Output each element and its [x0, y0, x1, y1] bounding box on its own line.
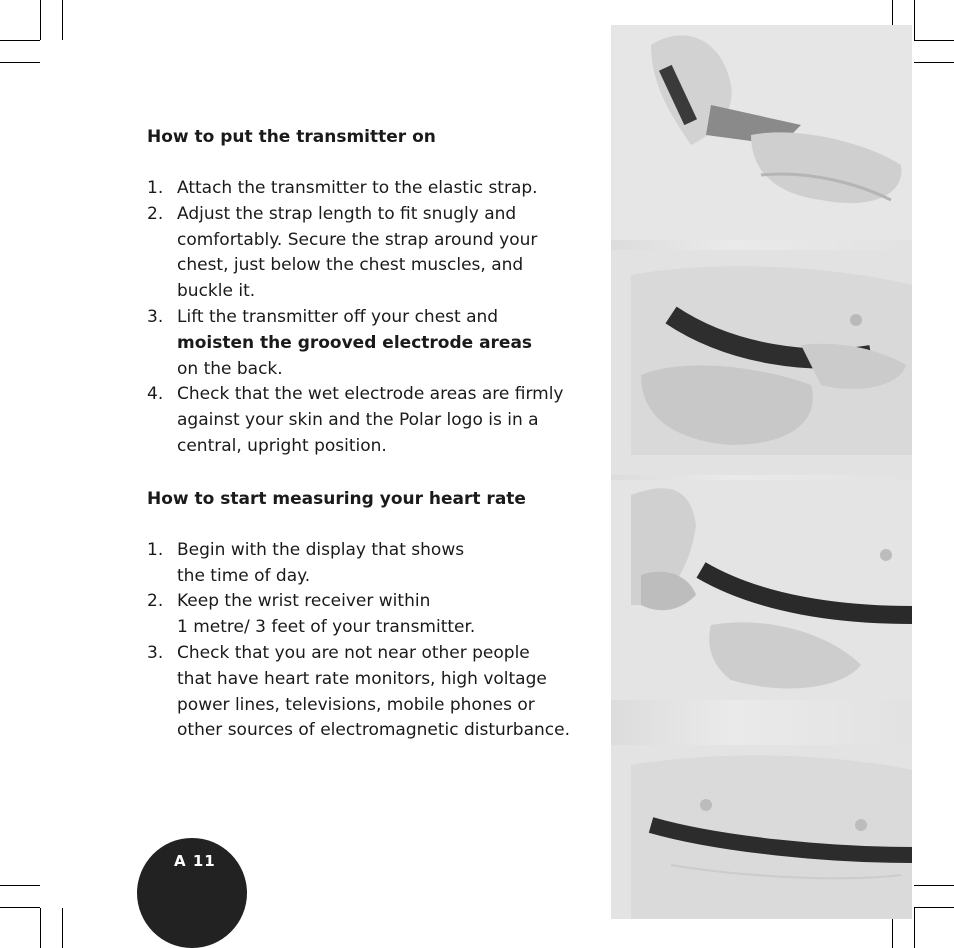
emphasis-text: moisten the grooved electrode areas: [177, 332, 533, 353]
list-item: [147, 305, 602, 382]
list-item: [147, 641, 602, 744]
page-number: A 11: [174, 852, 216, 870]
photo-attach-transmitter: [611, 25, 912, 240]
crop-mark: [914, 907, 954, 908]
crop-mark: [62, 908, 63, 948]
step-line: buckle it.: [177, 281, 256, 302]
step-line: Check that the wet electrode areas are firmly: [177, 384, 564, 405]
list-item: [147, 538, 602, 590]
photo-illustration: [611, 25, 912, 919]
step-number: 2.: [147, 203, 164, 224]
crop-mark: [914, 908, 915, 948]
step-line-emphasis: [177, 331, 602, 357]
crop-mark: [40, 908, 41, 948]
step-line: Begin with the display that shows: [177, 539, 465, 560]
step-number: 2.: [147, 591, 164, 612]
step-line: that have heart rate monitors, high voltage: [177, 668, 547, 689]
step-number: 3.: [147, 306, 164, 327]
crop-mark: [914, 0, 915, 40]
crop-mark: [40, 0, 41, 40]
section-heading-start-measuring: How to start measuring your heart rate: [147, 488, 526, 509]
section-heading-put-on: How to put the transmitter on: [147, 127, 436, 147]
photo-strap-on-chest: [611, 250, 912, 475]
step-number: 3.: [147, 642, 164, 663]
instructions-column: [147, 124, 602, 770]
crop-mark: [62, 0, 63, 40]
step-line: Adjust the strap length to fit snugly and: [177, 203, 517, 224]
step-line: Check that you are not near other people: [177, 642, 530, 663]
step-number: 1.: [147, 539, 164, 560]
put-on-steps: [147, 176, 602, 460]
list-item: [147, 176, 602, 202]
crop-mark: [0, 40, 40, 41]
step-line: 1 metre/ 3 feet of your transmitter.: [177, 617, 476, 638]
step-line: central, upright position.: [177, 435, 387, 456]
crop-mark: [914, 40, 954, 41]
step-line: comfortably. Secure the strap around your: [177, 229, 538, 250]
photo-final-position: [611, 745, 912, 919]
photo-moisten-electrodes: [611, 480, 912, 700]
step-line: power lines, televisions, mobile phones or: [177, 694, 535, 715]
crop-mark: [0, 62, 40, 63]
step-number: 1.: [147, 178, 164, 198]
step-line: chest, just below the chest muscles, and: [177, 255, 524, 276]
instruction-photo-strip: [611, 25, 912, 919]
list-item: [147, 202, 602, 305]
crop-mark: [0, 907, 40, 908]
step-line: against your skin and the Polar logo is in a: [177, 410, 539, 431]
step-line: Keep the wrist receiver within: [177, 591, 431, 612]
list-item: [147, 589, 602, 641]
step-number: 4.: [147, 384, 164, 405]
crop-mark: [914, 62, 954, 63]
list-item: [147, 382, 602, 459]
step-line: on the back.: [177, 358, 283, 379]
step-line: Lift the transmitter off your chest and: [177, 306, 499, 327]
step-line: other sources of electromagnetic disturbance.: [177, 720, 571, 741]
measuring-steps: [147, 538, 602, 744]
step-line: the time of day.: [177, 565, 311, 586]
step-line: Attach the transmitter to the elastic strap.: [177, 178, 538, 198]
crop-mark: [914, 885, 954, 886]
crop-mark: [0, 885, 40, 886]
